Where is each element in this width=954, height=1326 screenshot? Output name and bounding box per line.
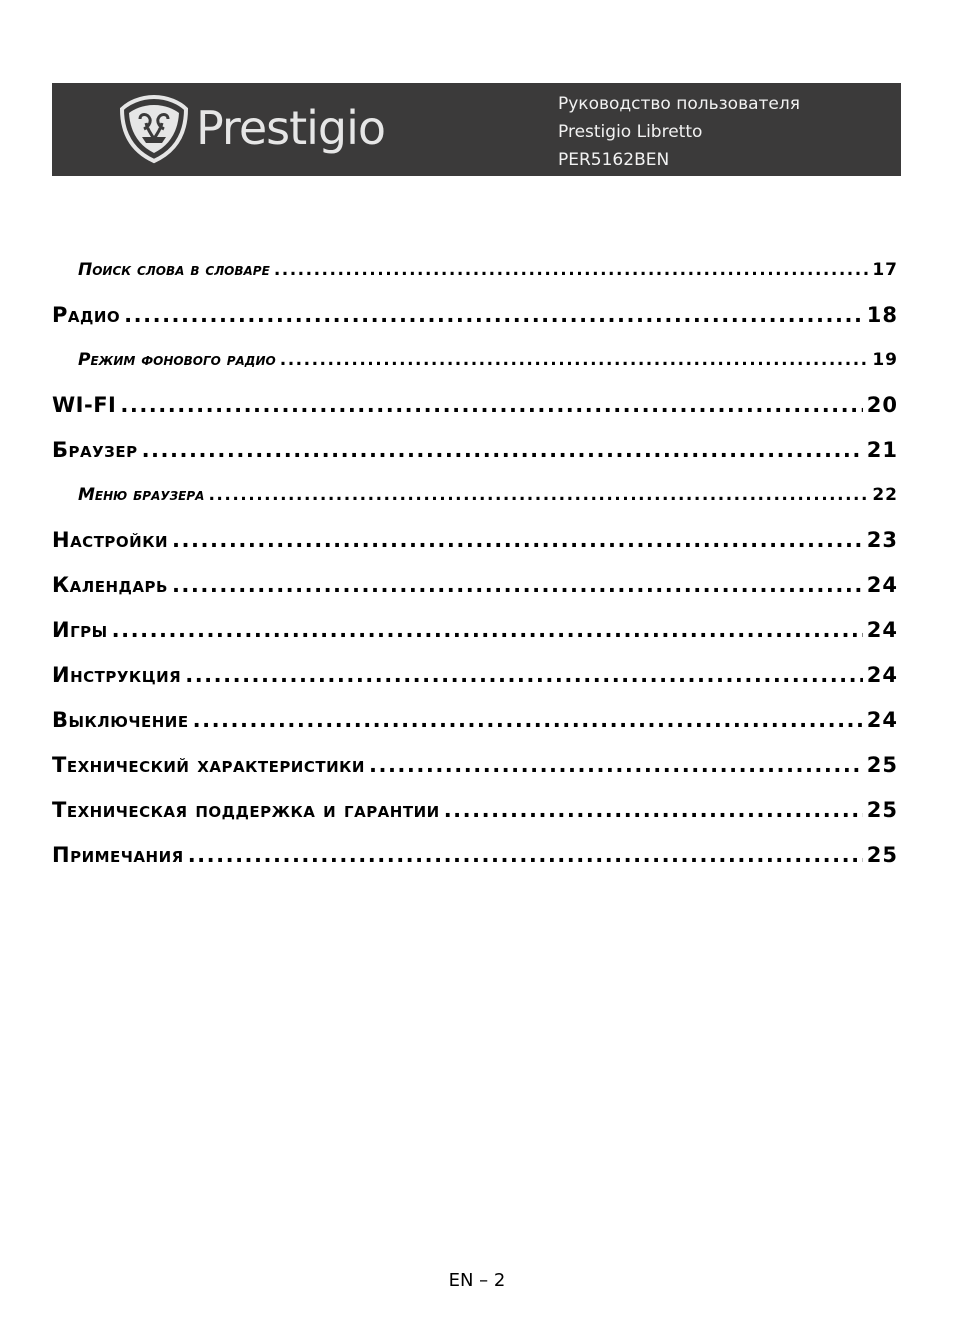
- toc-entry-title: Меню браузера: [78, 485, 205, 505]
- toc-entry[interactable]: [52, 833, 898, 878]
- toc-entry[interactable]: [52, 248, 898, 293]
- dot-leader: [280, 338, 869, 383]
- dot-leader: [112, 608, 863, 653]
- toc-entry-title: WI-FI: [52, 393, 117, 417]
- toc-entry-title: Игры: [52, 618, 108, 642]
- toc-entry[interactable]: [52, 743, 898, 788]
- brand-logo: [118, 93, 428, 165]
- shield-crown-icon: [118, 93, 190, 165]
- toc-entry-title: Настройки: [52, 528, 169, 552]
- toc-entry-title: Техническая поддержка и гарантии: [52, 798, 440, 822]
- dot-leader: [208, 473, 868, 518]
- header-banner: [52, 83, 901, 176]
- toc-entry-page: 24: [866, 573, 898, 597]
- toc-entry-page: 22: [872, 485, 898, 505]
- toc-entry-title: Поиск слова в словаре: [78, 260, 270, 280]
- dot-leader: [369, 743, 863, 788]
- model-number: PER5162BEN: [558, 150, 670, 170]
- dot-leader: [120, 383, 862, 428]
- dot-leader: [142, 428, 863, 473]
- toc-entry-page: 18: [866, 303, 898, 327]
- table-of-contents: [52, 248, 898, 878]
- dot-leader: [185, 653, 863, 698]
- dot-leader: [172, 563, 863, 608]
- toc-entry[interactable]: [52, 698, 898, 743]
- toc-entry-page: 25: [866, 798, 898, 822]
- toc-entry[interactable]: [52, 608, 898, 653]
- product-name: Prestigio Libretto: [558, 122, 703, 142]
- toc-entry-page: 24: [866, 663, 898, 687]
- toc-entry-page: 20: [866, 393, 898, 417]
- toc-entry-title: Выключение: [52, 708, 189, 732]
- toc-entry-title: Инструкция: [52, 663, 182, 687]
- logo-wordmark: Prestigio: [196, 101, 386, 155]
- toc-entry-title: Радио: [52, 303, 121, 327]
- toc-entry-page: 24: [866, 708, 898, 732]
- dot-leader: [188, 833, 863, 878]
- toc-entry[interactable]: [52, 563, 898, 608]
- dot-leader: [172, 518, 863, 563]
- toc-entry-title: Браузер: [52, 438, 138, 462]
- toc-entry[interactable]: [52, 653, 898, 698]
- toc-entry-title: Примечания: [52, 843, 184, 867]
- page-number: EN – 2: [448, 1270, 506, 1291]
- dot-leader: [274, 248, 869, 293]
- toc-entry[interactable]: [52, 518, 898, 563]
- toc-entry[interactable]: [52, 428, 898, 473]
- dot-leader: [444, 788, 863, 833]
- toc-entry[interactable]: [52, 473, 898, 518]
- toc-entry[interactable]: [52, 338, 898, 383]
- toc-entry-page: 21: [866, 438, 898, 462]
- toc-entry[interactable]: [52, 788, 898, 833]
- toc-entry-page: 17: [872, 260, 898, 280]
- toc-entry-title: Технический характеристики: [52, 753, 365, 777]
- toc-entry-page: 23: [866, 528, 898, 552]
- dot-leader: [124, 293, 863, 338]
- toc-entry-page: 24: [866, 618, 898, 642]
- toc-entry-page: 19: [872, 350, 898, 370]
- toc-entry[interactable]: [52, 293, 898, 338]
- doc-type: Руководство пользователя: [558, 94, 800, 114]
- toc-entry-title: Календарь: [52, 573, 168, 597]
- toc-entry-page: 25: [866, 753, 898, 777]
- toc-entry-page: 25: [866, 843, 898, 867]
- toc-entry-title: Режим фонового радио: [78, 350, 276, 370]
- document-info: [558, 90, 800, 174]
- dot-leader: [193, 698, 863, 743]
- toc-entry[interactable]: [52, 383, 898, 428]
